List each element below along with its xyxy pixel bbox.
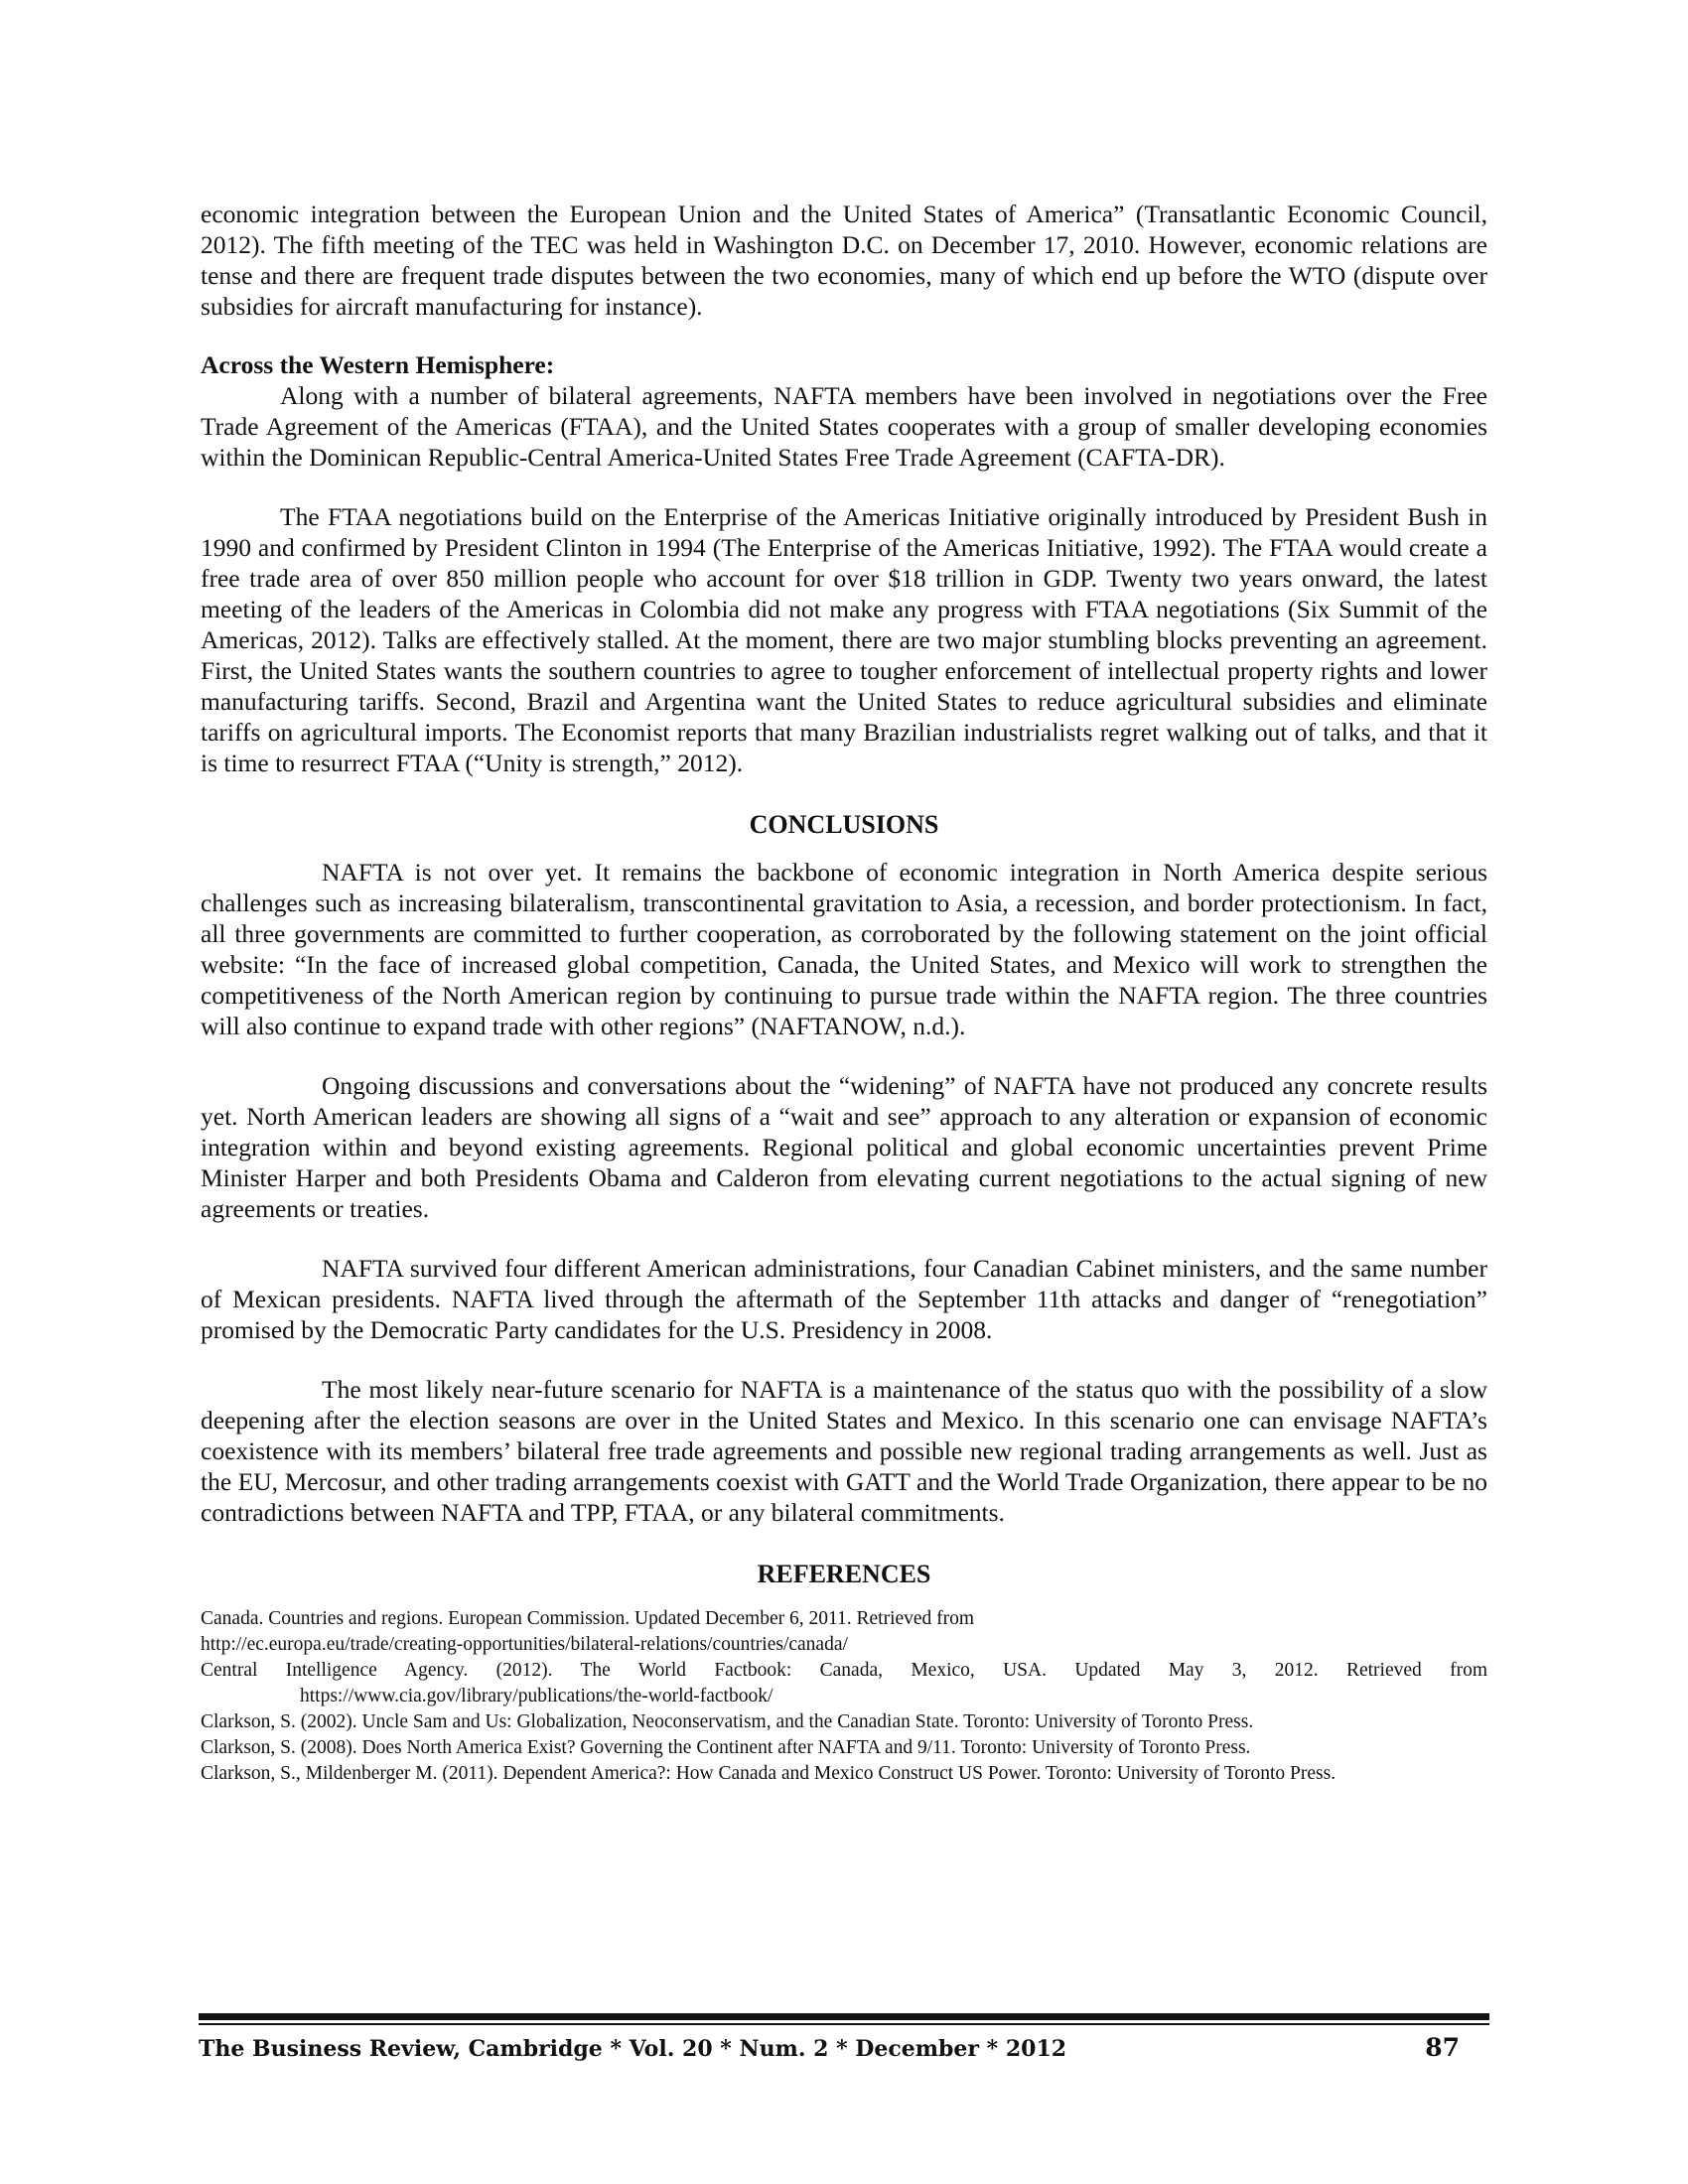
paragraph-conclusion-3 bbox=[201, 1253, 1487, 1345]
footer-rule-thick bbox=[199, 2013, 1489, 2020]
paragraph-continued: economic integration between the European Union and the United States of America” (Transatlantic Economic Council, 2012). The fifth meeting of the TEC was held in Washington D.C. on December 17, 2010. However, economic relations are tense and there are frequent trade disputes between the two economies, many of which end up before the WTO (dispute over subsidies for aircraft manufacturing for instance). bbox=[201, 200, 1487, 321]
section-heading-references: REFERENCES bbox=[757, 1560, 931, 1588]
reference-entry: Central Intelligence Agency. (2012). The World Factbook: Canada, Mexico, USA. Updated May 3, 2012. Retrieved from https://www.cia.gov/library/publications/the-world-factbook/ bbox=[201, 1660, 1487, 1706]
references-list bbox=[201, 1606, 1487, 1787]
reference-url: http://ec.europa.eu/trade/creating-opportunities/bilateral-relations/countries/canada/ bbox=[201, 1634, 848, 1655]
paragraph-conclusion-2 bbox=[201, 1070, 1487, 1224]
page-body bbox=[201, 199, 1487, 1787]
paragraph-conclusion-4 bbox=[201, 1374, 1487, 1528]
paragraph-text: Ongoing discussions and conversations about the “widening” of NAFTA have not produced any concrete results yet. North American leaders are showing all signs of a “wait and see” approach to any alteration or expansion of economic integration within and beyond existing agreements. Regional political and global economic uncertainties prevent Prime Minister Harper and both Presidents Obama and Calderon from elevating current negotiations to the actual signing of new agreements or treaties. bbox=[201, 1071, 1487, 1223]
page-number: 87 bbox=[1425, 2033, 1460, 2062]
reference-entry: Clarkson, S., Mildenberger M. (2011). Dependent America?: How Canada and Mexico Construct US Power. Toronto: University of Toronto Press. bbox=[201, 1763, 1336, 1784]
paragraph-bilateral bbox=[201, 380, 1487, 473]
subheading-western-hemisphere: Across the Western Hemisphere: bbox=[201, 350, 555, 379]
reference-entry: Clarkson, S. (2002). Uncle Sam and Us: Globalization, Neoconservatism, and the Canadian State. Toronto: University of Toronto Press. bbox=[201, 1711, 1254, 1732]
paragraph-text: NAFTA is not over yet. It remains the backbone of economic integration in North America despite serious challenges such as increasing bilateralism, transcontinental gravitation to Asia, a recession, and border protectionism. In fact, all three governments are committed to further cooperation, as corroborated by the following statement on the joint official website: “In the face of increased global competition, Canada, the United States, and Mexico will work to strengthen the competitiveness of the North American region by continuing to pursue trade within the NAFTA region. The three countries will also continue to expand trade with other regions” (NAFTANOW, n.d.). bbox=[201, 858, 1487, 1040]
journal-citation: The Business Review, Cambridge * Vol. 20 * Num. 2 * December * 2012 bbox=[199, 2036, 1067, 2062]
reference-entry: Clarkson, S. (2008). Does North America Exist? Governing the Continent after NAFTA and 9/11. Toronto: University of Toronto Press. bbox=[201, 1737, 1251, 1758]
paragraph-text: The FTAA negotiations build on the Enterprise of the Americas Initiative originally introduced by President Bush in 1990 and confirmed by President Clinton in 1994 (The Enterprise of the Americas Initiative, 1992). The FTAA would create a free trade area of over 850 million people who account for over $18 trillion in GDP. Twenty two years onward, the latest meeting of the leaders of the Americas in Colombia did not make any progress with FTAA negotiations (Six Summit of the Americas, 2012). Talks are effectively stalled. At the moment, there are two major stumbling blocks preventing an agreement. First, the United States wants the southern countries to agree to tougher enforcement of intellectual property rights and lower manufacturing tariffs. Second, Brazil and Argentina want the United States to reduce agricultural subsidies and eliminate tariffs on agricultural imports. The Economist reports that many Brazilian industrialists regret walking out of talks, and that it is time to resurrect FTAA (“Unity is strength,” 2012). bbox=[201, 502, 1487, 777]
page-footer bbox=[199, 2013, 1489, 2062]
footer-rule-thin bbox=[199, 2023, 1489, 2025]
paragraph-ftaa bbox=[201, 501, 1487, 778]
paragraph-text: Along with a number of bilateral agreements, NAFTA members have been involved in negotiations over the Free Trade Agreement of the Americas (FTAA), and the United States cooperates with a group of smaller developing economies within the Dominican Republic-Central America-United States Free Trade Agreement (CAFTA-DR). bbox=[201, 381, 1487, 472]
section-heading-conclusions: CONCLUSIONS bbox=[749, 810, 939, 839]
reference-entry: Canada. Countries and regions. European Commission. Updated December 6, 2011. Retrieved from bbox=[201, 1608, 975, 1629]
paragraph-conclusion-1 bbox=[201, 857, 1487, 1041]
paragraph-text: The most likely near-future scenario for NAFTA is a maintenance of the status quo with the possibility of a slow deepening after the election seasons are over in the United States and Mexico. In this scenario one can envisage NAFTA’s coexistence with its members’ bilateral free trade agreements and possible new regional trading arrangements as well. Just as the EU, Mercosur, and other trading arrangements coexist with GATT and the World Trade Organization, there appear to be no contradictions between NAFTA and TPP, FTAA, or any bilateral commitments. bbox=[201, 1375, 1487, 1527]
paragraph-text: NAFTA survived four different American administrations, four Canadian Cabinet ministers, and the same number of Mexican presidents. NAFTA lived through the aftermath of the September 11th attacks and danger of “renegotiation” promised by the Democratic Party candidates for the U.S. Presidency in 2008. bbox=[201, 1254, 1487, 1344]
